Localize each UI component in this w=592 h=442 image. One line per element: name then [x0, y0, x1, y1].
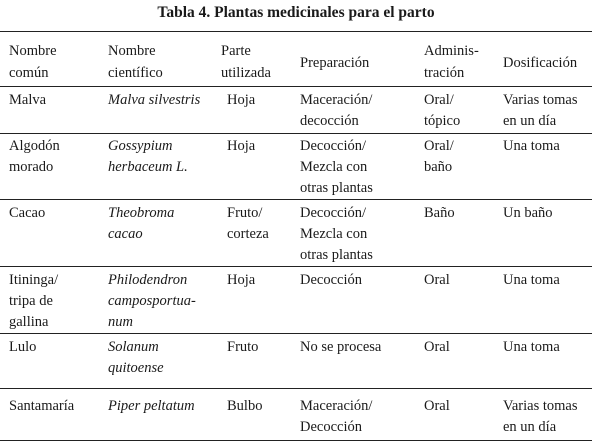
row-6-preparation: Maceración/ Decocción	[300, 398, 373, 435]
row-separator	[0, 388, 592, 389]
table-title: Tabla 4. Plantas medicinales para el parto	[157, 4, 435, 21]
row-6-part-used: Bulbo	[227, 398, 263, 414]
row-5-preparation: No se procesa	[300, 339, 382, 355]
row-1-preparation: Maceración/ decocción	[300, 92, 373, 129]
row-separator	[0, 266, 592, 267]
row-separator	[0, 133, 592, 134]
table-top-rule	[0, 31, 592, 32]
row-5-common-name: Lulo	[9, 339, 37, 355]
row-4-administration: Oral	[424, 272, 450, 288]
header-administration: Adminis- tración	[424, 43, 479, 81]
row-1-common-name: Malva	[9, 92, 47, 108]
row-5-dosage: Una toma	[503, 339, 560, 355]
row-2-dosage: Una toma	[503, 138, 560, 154]
row-4-dosage: Una toma	[503, 272, 560, 288]
row-1-scientific-name: Malva silvestris	[108, 92, 201, 108]
row-3-scientific-name: Theobroma cacao	[108, 205, 175, 242]
row-1-dosage: Varias tomas en un día	[503, 92, 578, 129]
row-6-dosage: Varias tomas en un día	[503, 398, 578, 435]
row-4-common-name: Itininga/ tripa de gallina	[9, 272, 59, 330]
row-separator	[0, 333, 592, 334]
row-5-administration: Oral	[424, 339, 450, 355]
row-6-common-name: Santamaría	[9, 398, 75, 414]
row-5-part-used: Fruto	[227, 339, 259, 355]
row-3-common-name: Cacao	[9, 205, 46, 221]
row-3-dosage: Un baño	[503, 205, 553, 221]
row-2-common-name: Algodón morado	[9, 138, 60, 175]
row-separator	[0, 199, 592, 200]
row-3-preparation: Decocción/ Mezcla con otras plantas	[300, 205, 373, 263]
header-rule	[0, 86, 592, 87]
row-2-scientific-name: Gossypium herbaceum L.	[108, 138, 188, 175]
row-2-preparation: Decocción/ Mezcla con otras plantas	[300, 138, 373, 196]
row-1-part-used: Hoja	[227, 92, 256, 108]
row-6-administration: Oral	[424, 398, 450, 414]
row-6-scientific-name: Piper peltatum	[108, 398, 195, 414]
header-scientific-name: Nombre científico	[108, 43, 163, 81]
row-4-preparation: Decocción	[300, 272, 362, 288]
row-3-part-used: Fruto/ corteza	[227, 205, 269, 242]
header-dosage: Dosificación	[503, 55, 578, 71]
row-2-administration: Oral/ baño	[424, 138, 454, 175]
table-bottom-rule	[0, 440, 592, 441]
row-3-administration: Baño	[424, 205, 455, 221]
row-5-scientific-name: Solanum quitoense	[108, 339, 164, 376]
row-4-scientific-name: Philodendron camposportua- num	[108, 272, 196, 330]
row-2-part-used: Hoja	[227, 138, 256, 154]
header-preparation: Preparación	[300, 55, 370, 71]
header-part-used: Parte utilizada	[221, 43, 271, 81]
row-1-administration: Oral/ tópico	[424, 92, 461, 129]
row-4-part-used: Hoja	[227, 272, 256, 288]
header-common-name: Nombre común	[9, 43, 57, 81]
